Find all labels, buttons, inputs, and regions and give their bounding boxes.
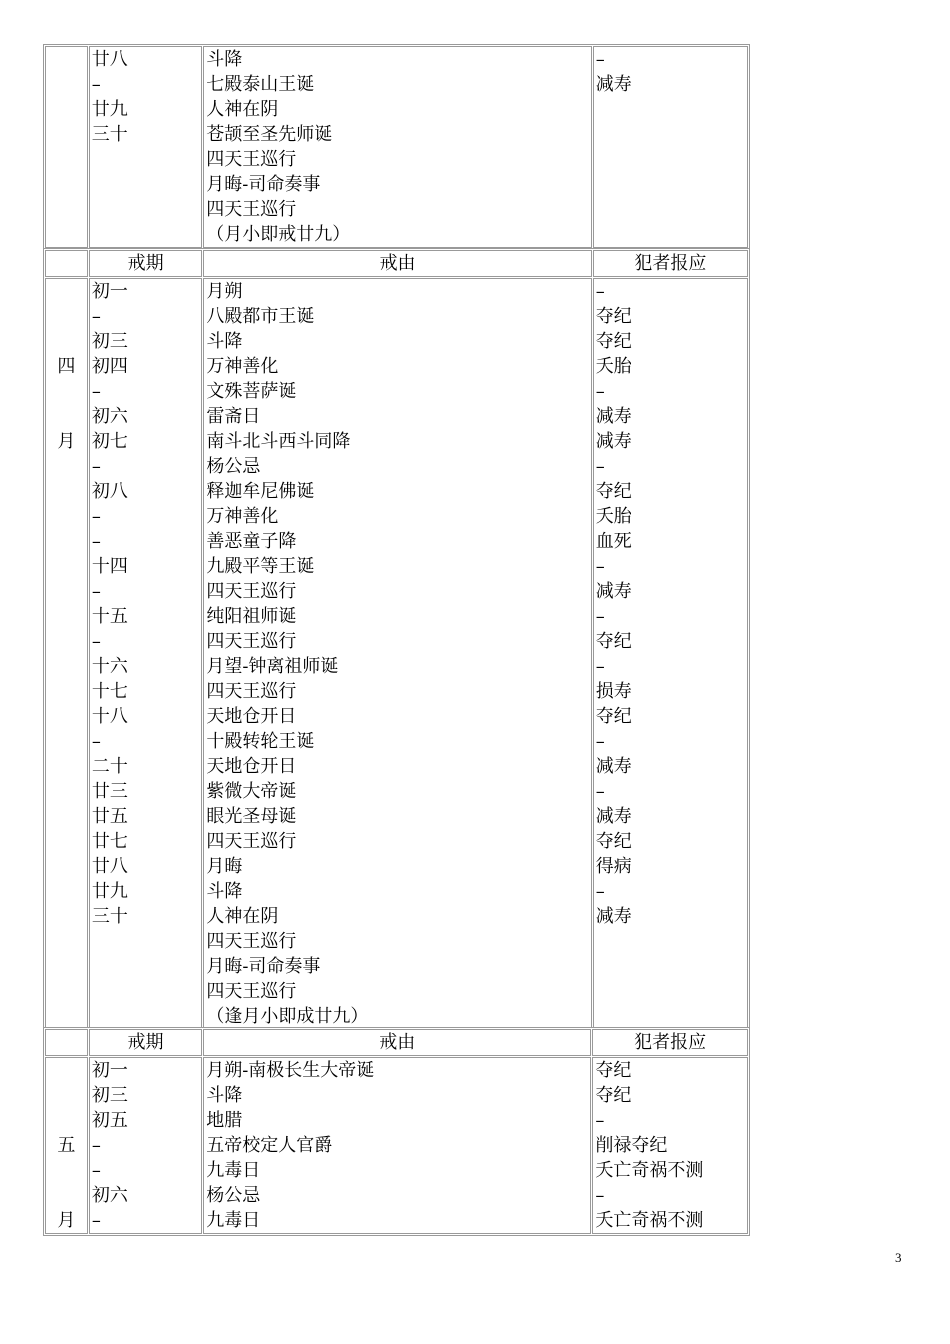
- reason-line: 四天王巡行: [206, 681, 297, 702]
- result-line: 夺纪: [595, 481, 632, 502]
- date-line: [92, 222, 200, 247]
- date-line: 初三: [91, 331, 128, 352]
- reason-line: 善恶童子降: [206, 531, 297, 552]
- reason-line: （月小即戒廿九）: [206, 224, 351, 245]
- result-line: –: [595, 731, 605, 752]
- reason-line: 四天王巡行: [206, 149, 297, 170]
- result-line: 损寿: [595, 681, 632, 702]
- table-row: [45, 1057, 748, 1234]
- result-line: –: [595, 656, 605, 677]
- result-line: 减寿: [595, 74, 632, 95]
- date-line: –: [91, 74, 101, 95]
- month-cell: [45, 1057, 88, 1234]
- date-line: 初一: [91, 281, 128, 302]
- date-line: 初七: [91, 431, 128, 452]
- result-line: 夭胎: [595, 506, 632, 527]
- date-line: –: [91, 531, 101, 552]
- header-empty: [45, 1029, 88, 1056]
- reason-line: 释迦牟尼佛诞: [206, 481, 315, 502]
- date-line: [92, 197, 200, 222]
- result-line: 减寿: [595, 406, 632, 427]
- result-line: –: [595, 381, 605, 402]
- reason-line: 杨公忌: [206, 1185, 261, 1206]
- reason-line: 月晦: [206, 856, 243, 877]
- header-result: 犯者报应: [593, 250, 748, 277]
- result-line: [596, 97, 745, 122]
- reason-line: 八殿都市王诞: [206, 306, 315, 327]
- reason-line: 纯阳祖师诞: [206, 606, 297, 627]
- result-line: 夭亡奇祸不测: [595, 1160, 704, 1181]
- date-line: –: [91, 381, 101, 402]
- date-line: 廿五: [91, 806, 128, 827]
- result-line: [596, 122, 745, 147]
- date-line: 十五: [91, 606, 128, 627]
- result-line: 夺纪: [595, 631, 632, 652]
- reason-line: 月望-钟离祖师诞: [206, 656, 339, 677]
- result-line: 夺纪: [595, 831, 632, 852]
- result-line: 减寿: [595, 431, 632, 452]
- reason-cell: [203, 1057, 591, 1234]
- header-reason: 戒由: [203, 250, 591, 277]
- result-line: 削禄夺纪: [595, 1135, 668, 1156]
- reason-line: 四天王巡行: [206, 581, 297, 602]
- result-line: [596, 222, 745, 247]
- calendar-table-block3: [43, 1027, 750, 1236]
- reason-line: 苍颉至圣先师诞: [206, 124, 333, 145]
- result-line: [596, 147, 745, 172]
- reason-line: 人神在阴: [206, 99, 279, 120]
- date-line: –: [91, 1160, 101, 1181]
- result-line: –: [595, 1110, 605, 1131]
- month-cell: [45, 46, 88, 248]
- result-line: –: [595, 556, 605, 577]
- result-line: [596, 954, 745, 979]
- result-line: –: [595, 281, 605, 302]
- result-line: [596, 929, 745, 954]
- reason-line: 斗降: [206, 49, 243, 70]
- date-line: 二十: [91, 756, 128, 777]
- date-line: 十四: [91, 556, 128, 577]
- date-line: –: [91, 506, 101, 527]
- date-line: 初五: [91, 1110, 128, 1131]
- result-line: 得病: [595, 856, 632, 877]
- date-line: –: [91, 631, 101, 652]
- month-char: 月: [57, 1210, 76, 1231]
- month-char: 五: [57, 1135, 76, 1156]
- date-cell: [89, 278, 202, 1030]
- result-line: 血死: [595, 531, 632, 552]
- result-line: –: [595, 881, 605, 902]
- calendar-table-block2: [43, 248, 750, 1032]
- date-line: [92, 172, 200, 197]
- reason-line: 万神善化: [206, 356, 279, 377]
- date-line: 廿八: [91, 49, 128, 70]
- reason-line: 雷斋日: [206, 406, 261, 427]
- date-line: [92, 929, 199, 954]
- reason-line: 万神善化: [206, 506, 279, 527]
- reason-line: 紫微大帝诞: [206, 781, 297, 802]
- result-line: –: [595, 49, 605, 70]
- reason-line: 七殿泰山王诞: [206, 74, 315, 95]
- date-line: –: [91, 456, 101, 477]
- reason-line: 斗降: [206, 331, 243, 352]
- reason-line: 文殊菩萨诞: [206, 381, 297, 402]
- table-row: [45, 278, 748, 1030]
- date-line: 初四: [91, 356, 128, 377]
- result-line: –: [595, 456, 605, 477]
- result-line: [596, 197, 745, 222]
- date-line: 廿九: [91, 881, 128, 902]
- date-line: –: [91, 1135, 101, 1156]
- reason-line: 南斗北斗西斗同降: [206, 431, 351, 452]
- result-line: 夺纪: [595, 706, 632, 727]
- result-line: 减寿: [595, 906, 632, 927]
- result-line: 夺纪: [595, 306, 632, 327]
- date-line: –: [91, 731, 101, 752]
- result-line: 减寿: [595, 806, 632, 827]
- result-line: 夺纪: [595, 1060, 632, 1081]
- result-line: 夺纪: [595, 1085, 632, 1106]
- result-line: [596, 1004, 745, 1029]
- result-cell: [592, 1057, 748, 1234]
- result-line: 夺纪: [595, 331, 632, 352]
- reason-line: 四天王巡行: [206, 931, 297, 952]
- reason-line: 杨公忌: [206, 456, 261, 477]
- date-line: 三十: [91, 124, 128, 145]
- date-line: 初八: [91, 481, 128, 502]
- reason-line: 月晦-司命奏事: [206, 956, 321, 977]
- date-line: [92, 954, 199, 979]
- result-line: –: [595, 781, 605, 802]
- header-empty: [45, 250, 88, 277]
- calendar-table-block1: [43, 44, 750, 250]
- reason-cell: [203, 278, 591, 1030]
- date-cell: [89, 46, 203, 248]
- reason-line: 人神在阴: [206, 906, 279, 927]
- date-line: 廿七: [91, 831, 128, 852]
- header-date: 戒期: [89, 250, 202, 277]
- date-line: 廿三: [91, 781, 128, 802]
- reason-line: 天地仓开日: [206, 706, 297, 727]
- month-char: 月: [57, 431, 76, 452]
- reason-line: 四天王巡行: [206, 831, 297, 852]
- date-line: 三十: [91, 906, 128, 927]
- reason-line: 十殿转轮王诞: [206, 731, 315, 752]
- date-line: –: [91, 1210, 101, 1231]
- date-line: 初六: [91, 406, 128, 427]
- reason-line: 五帝校定人官爵: [206, 1135, 333, 1156]
- reason-line: （逢月小即成廿九）: [206, 1006, 369, 1027]
- header-date: 戒期: [89, 1029, 202, 1056]
- result-line: 减寿: [595, 581, 632, 602]
- reason-line: 斗降: [206, 1085, 243, 1106]
- date-line: 廿八: [91, 856, 128, 877]
- result-line: –: [595, 606, 605, 627]
- date-line: 初三: [91, 1085, 128, 1106]
- date-cell: [89, 1057, 202, 1234]
- date-line: 初六: [91, 1185, 128, 1206]
- reason-line: 斗降: [206, 881, 243, 902]
- date-line: [92, 147, 200, 172]
- month-cell: [45, 278, 88, 1030]
- header-reason: 戒由: [203, 1029, 591, 1056]
- reason-line: 九毒日: [206, 1210, 261, 1231]
- reason-line: 月晦-司命奏事: [206, 174, 321, 195]
- result-cell: [593, 46, 748, 248]
- date-line: 十六: [91, 656, 128, 677]
- header-result: 犯者报应: [592, 1029, 748, 1056]
- date-line: –: [91, 306, 101, 327]
- date-line: [92, 1004, 199, 1029]
- reason-line: 月朔-南极长生大帝诞: [206, 1060, 375, 1081]
- reason-line: 四天王巡行: [206, 199, 297, 220]
- reason-line: 月朔: [206, 281, 243, 302]
- reason-line: 九毒日: [206, 1160, 261, 1181]
- result-line: [596, 979, 745, 1004]
- date-line: 初一: [91, 1060, 128, 1081]
- header-row: [45, 1029, 748, 1056]
- date-line: 十八: [91, 706, 128, 727]
- result-line: 夭亡奇祸不测: [595, 1210, 704, 1231]
- result-cell: [593, 278, 748, 1030]
- reason-line: 四天王巡行: [206, 981, 297, 1002]
- month-char: 四: [57, 356, 76, 377]
- table-row: [45, 46, 748, 248]
- result-line: 减寿: [595, 756, 632, 777]
- result-line: [596, 172, 745, 197]
- result-line: –: [595, 1185, 605, 1206]
- reason-line: 四天王巡行: [206, 631, 297, 652]
- result-line: 夭胎: [595, 356, 632, 377]
- reason-line: 天地仓开日: [206, 756, 297, 777]
- date-line: [92, 979, 199, 1004]
- date-line: 廿九: [91, 99, 128, 120]
- reason-line: 地腊: [206, 1110, 243, 1131]
- date-line: –: [91, 581, 101, 602]
- reason-line: 九殿平等王诞: [206, 556, 315, 577]
- reason-cell: [203, 46, 591, 248]
- page-number: 3: [895, 1250, 902, 1265]
- reason-line: 眼光圣母诞: [206, 806, 297, 827]
- header-row: [45, 250, 748, 277]
- date-line: 十七: [91, 681, 128, 702]
